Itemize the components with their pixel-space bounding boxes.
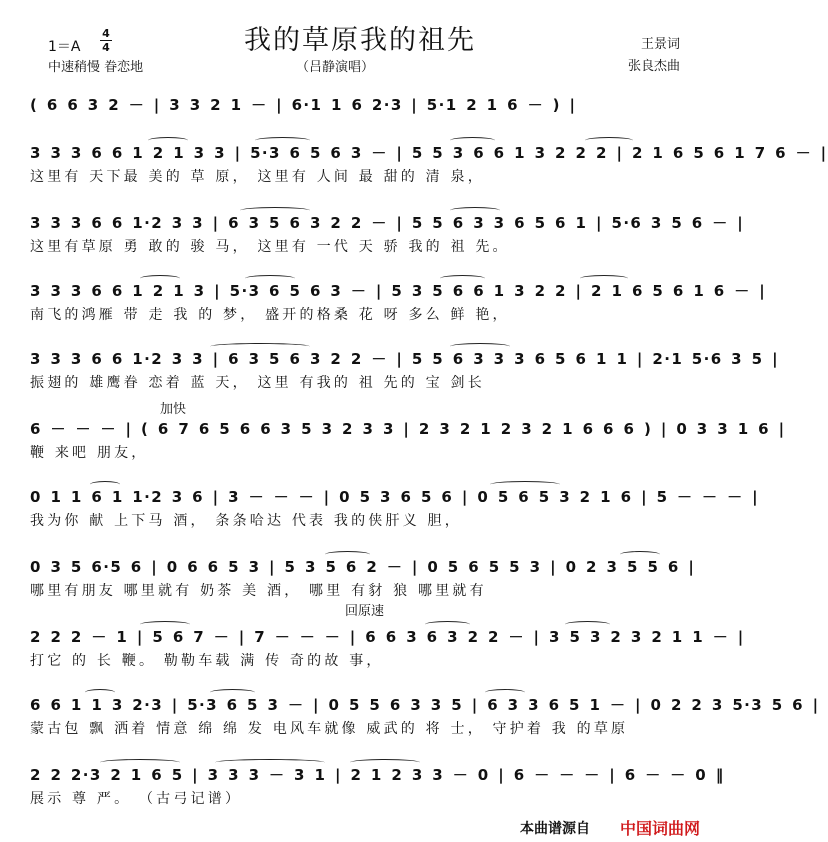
notation-line: 6 － － － | ( 6 7 6 5 6 6 3 5 3 2 3 3 | 2 3 2 1 2 3 2 1 6 6 6 ) | 0 3 3 1 6 | [30,420,786,438]
lyric-line: 蒙古包 飘 洒着 情意 绵 绵 发 电风车就像 威武的 将 士， 守护着 我 的草原 [30,721,629,737]
lyric-line: 这里有草原 勇 敢的 骏 马， 这里有 一代 天 骄 我的 祖 先。 [30,239,510,255]
notation-line: 3 3 3 6 6 1 2 1 3 3 | 5·3 6 5 6 3 － | 5 5 3 6 6 1 3 2 2 2 | 2 1 6 5 6 1 7 6 － | [30,144,828,162]
notation-line: 2 2 2·3 2 1 6 5 | 3 3 3 － 3 1 | 2 1 2 3 3 － 0 | 6 － － － | 6 － － 0 ‖ [30,766,725,784]
source-label: 本曲谱源自 [520,821,590,837]
notation-line: 6 6 1 1 3 2·3 | 5·3 6 5 3 － | 0 5 5 6 3 3 5 | 6 3 3 6 5 1 － | 0 2 2 3 5·3 5 6 | [30,696,820,714]
time-signature [100,28,112,53]
credits [628,34,680,78]
notation-line: ( 6 6 3 2 － | 3 3 2 1 － | 6·1 1 6 2·3 | 5·1 2 1 6 － ) | [30,96,577,114]
time-signature-bottom: 4 [102,41,110,54]
composer-credit: 张良杰曲 [627,59,680,74]
lyric-line: 展示 尊 严。 （古弓记谱） [30,791,243,807]
key-signature: 1＝A [48,39,81,55]
notation-line: 3 3 3 6 6 1·2 3 3 | 6 3 5 6 3 2 2 － | 5 5 6 3 3 6 5 6 1 | 5·6 3 5 6 － | [30,214,745,232]
tempo-marking: 中速稍慢 眷恋地 [48,60,144,75]
time-signature-top: 4 [102,27,110,40]
notation-line: 3 3 3 6 6 1 2 1 3 | 5·3 6 5 6 3 － | 5 3 5 6 6 1 3 2 2 | 2 1 6 5 6 1 6 － | [30,282,767,300]
lyric-line: 南飞的鸿雁 带 走 我 的 梦， 盛开的格桑 花 呀 多么 鲜 艳， [30,307,510,323]
site-watermark[interactable]: 中国词曲网 [620,819,701,838]
lyric-line: 我为你 献 上下马 酒， 条条哈达 代表 我的侠肝义 胆， [30,513,462,529]
lyric-line: 打它 的 长 鞭。 勒勒车载 满 传 奇的故 事， [30,653,384,669]
page-title: 我的草原我的祖先 [244,25,476,56]
lyric-line: 这里有 天下最 美的 草 原， 这里有 人间 最 甜的 清 泉， [30,169,485,185]
lyric-line: 振翅的 雄鹰眷 恋着 蓝 天， 这里 有我的 祖 先的 宝 剑长 [30,375,485,391]
lyric-line: 鞭 来吧 朋友， [30,445,149,461]
notation-line: 2 2 2 － 1 | 5 6 7 － | 7 － － － | 6 6 3 6 3 2 2 － | 3 5 3 2 3 2 1 1 － | [30,628,745,646]
notation-line: 3 3 3 6 6 1·2 3 3 | 6 3 5 6 3 2 2 － | 5 5 6 3 3 3 6 5 6 1 1 | 2·1 5·6 3 5 | [30,350,779,368]
lyric-line: 哪里有朋友 哪里就有 奶茶 美 酒， 哪里 有豺 狼 哪里就有 [30,583,487,599]
singer-credit: （吕静演唱） [296,60,375,75]
tempo-change-original: 回原速 [345,604,385,619]
tempo-change-faster: 加快 [160,402,187,417]
notation-line: 0 1 1 6 1 1·2 3 6 | 3 － － － | 0 5 3 6 5 6 | 0 5 6 5 3 2 1 6 | 5 － － － | [30,488,759,506]
notation-line: 0 3 5 6·5 6 | 0 6 6 5 3 | 5 3 5 6 2 － | 0 5 6 5 5 3 | 0 2 3 5 5 6 | [30,558,696,576]
lyricist-credit: 王景词 [640,37,680,52]
